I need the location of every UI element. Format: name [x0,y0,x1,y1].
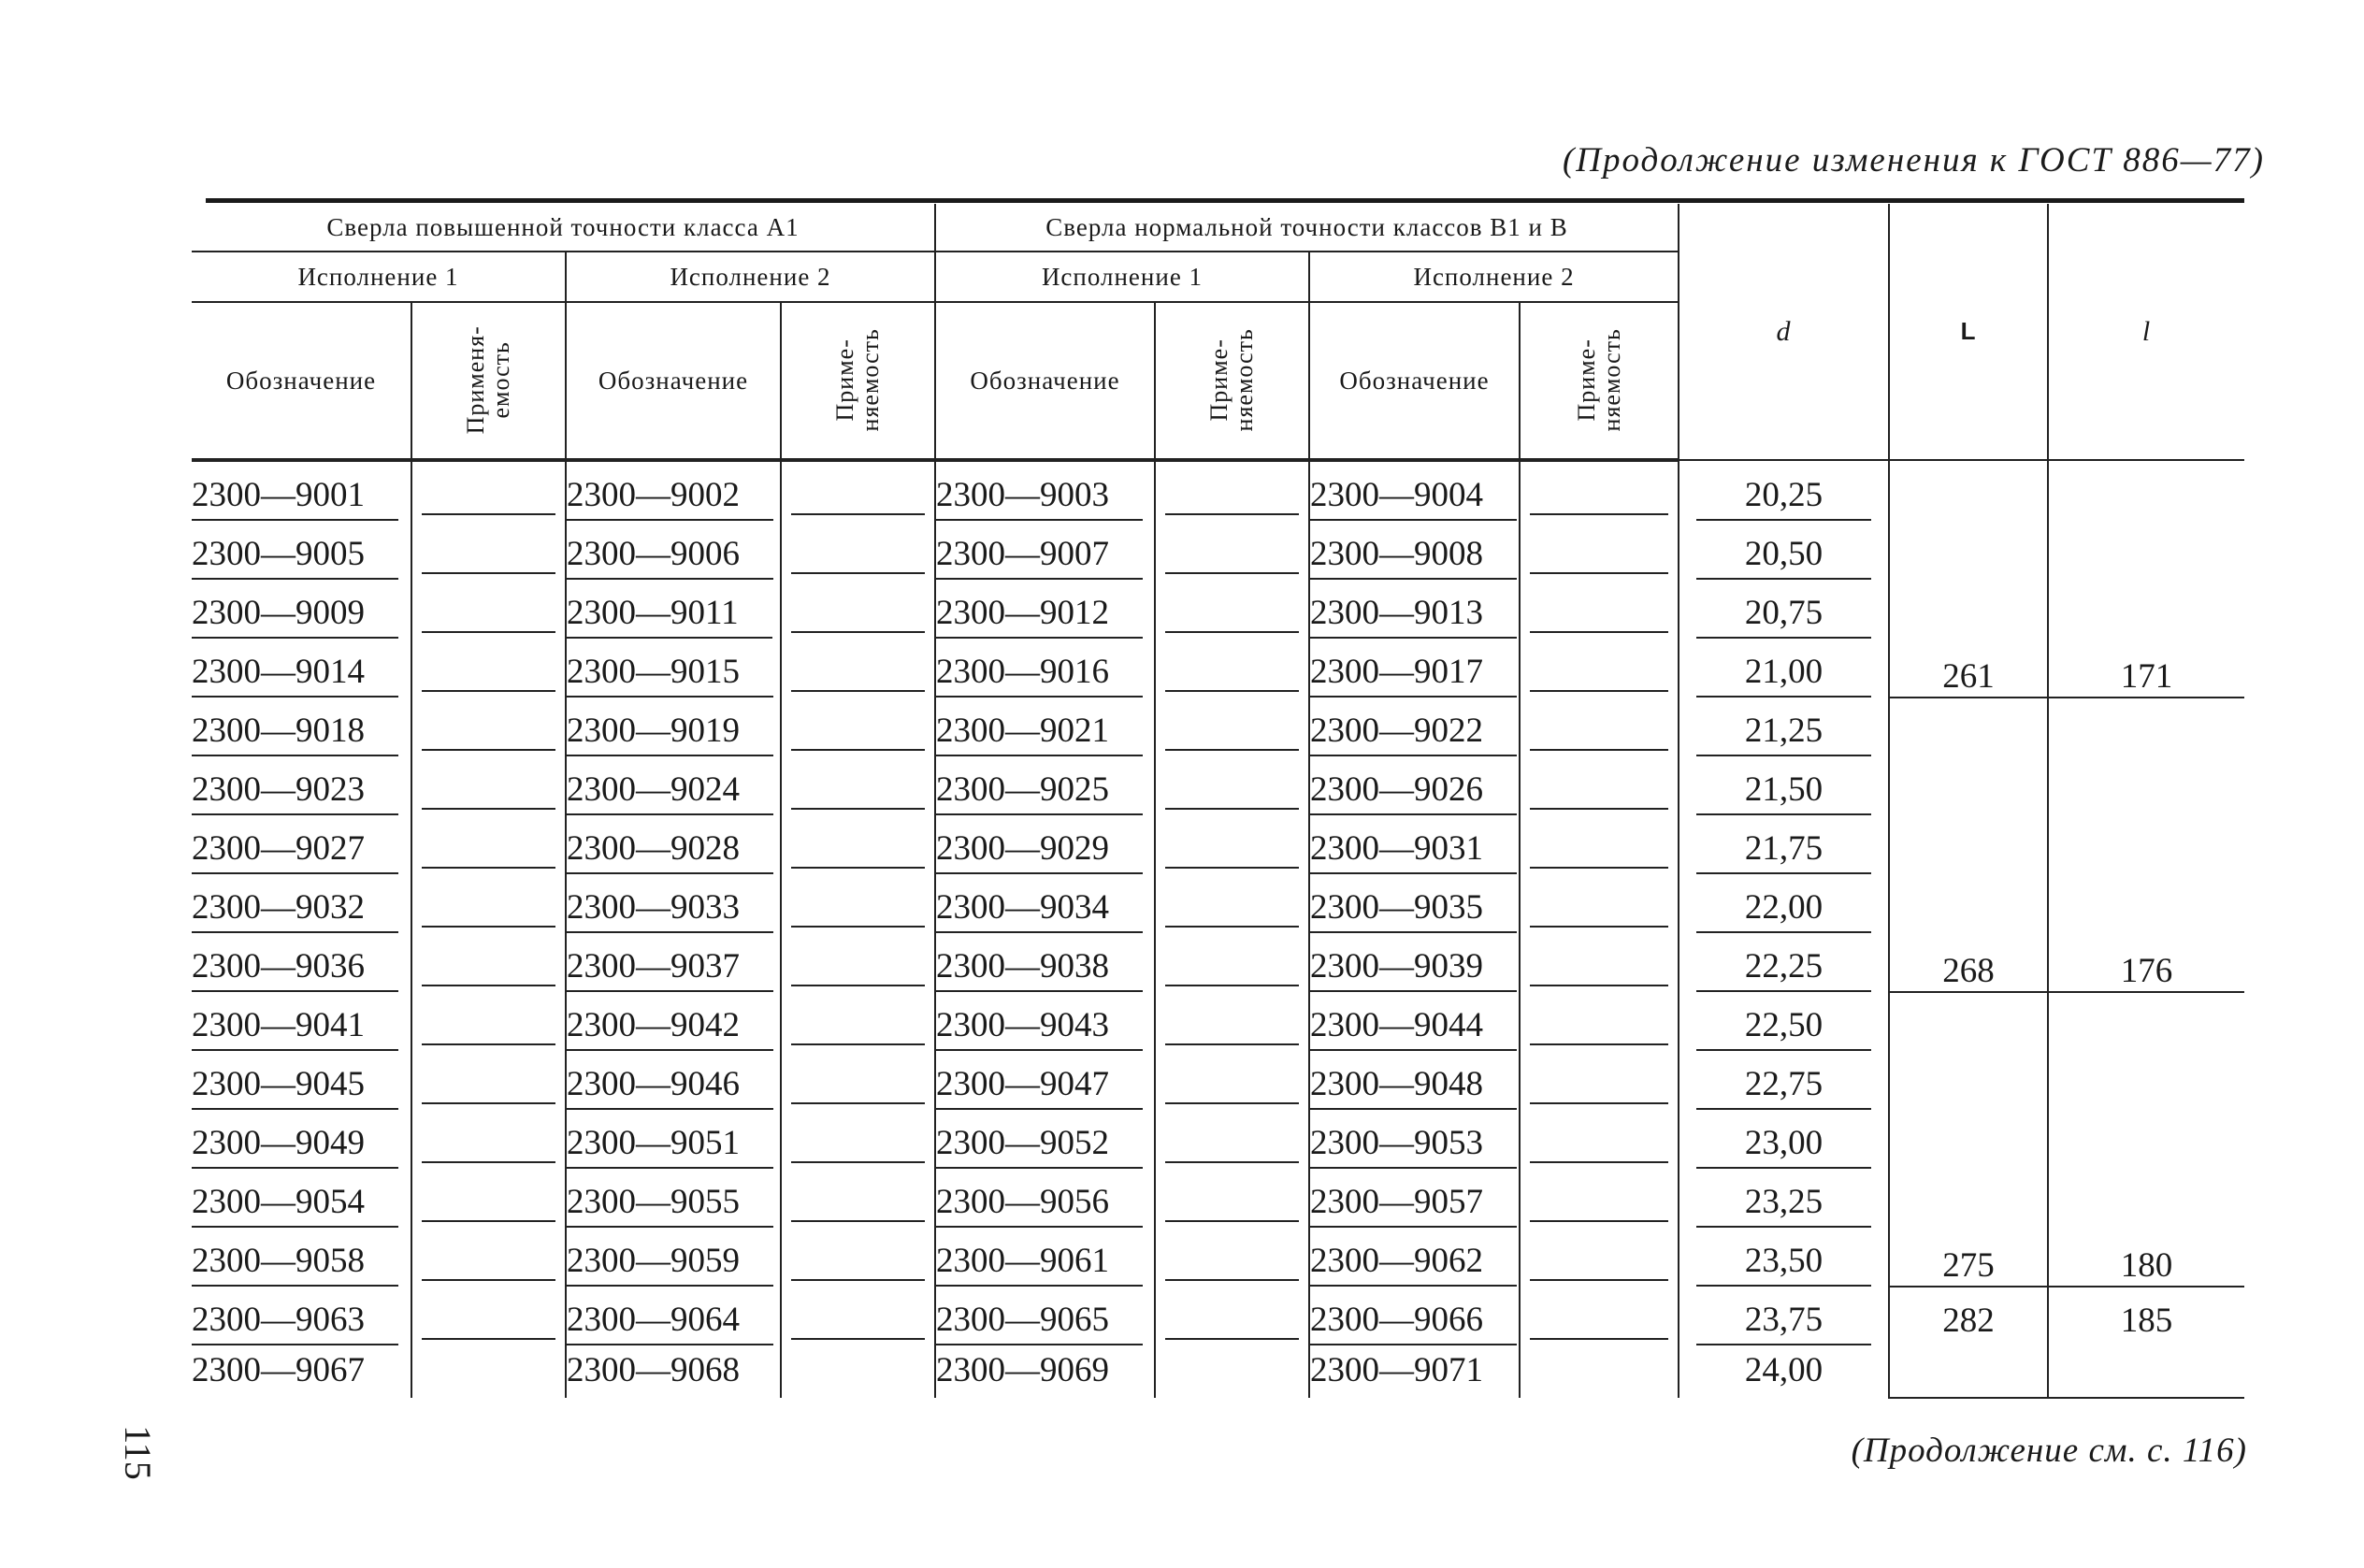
a1-applicability [411,639,566,698]
a1-applicability [411,1228,566,1287]
b2-designation: 2300—9062 [1309,1228,1520,1287]
table-row [192,1287,2244,1345]
col-l-header: l [2048,204,2244,460]
a2-applicability [781,874,935,933]
b1-applicability [1155,1051,1309,1110]
b1-designation: 2300—9003 [935,460,1155,521]
a1-designation: 2300—9032 [192,874,411,933]
b1-designation: 2300—9061 [935,1228,1155,1287]
a2-designation: 2300—9046 [566,1051,781,1110]
a2-designation: 2300—9019 [566,698,781,756]
table-row [192,698,2244,756]
a2-applicability [781,521,935,580]
b1-applicability [1155,756,1309,815]
a2-designation: 2300—9055 [566,1169,781,1228]
a2-applicability [781,1287,935,1345]
a2-designation: 2300—9011 [566,580,781,639]
page-header-continuation: (Продолжение изменения к ГОСТ 886—77) [1562,141,2265,180]
a1-applicability [411,1169,566,1228]
a2-designation: 2300—9024 [566,756,781,815]
b2-designation: 2300—9039 [1309,933,1520,992]
b2-designation: 2300—9008 [1309,521,1520,580]
b1-designation: 2300—9069 [935,1345,1155,1398]
b1-applicability-header: Приме- няемость [1155,302,1309,460]
b2-designation: 2300—9048 [1309,1051,1520,1110]
b2-applicability [1520,756,1679,815]
a1-designation: 2300—9041 [192,992,411,1051]
a1-designation: 2300—9036 [192,933,411,992]
b2-applicability [1520,874,1679,933]
a2-applicability-header: Приме- няемость [781,302,935,460]
b1-designation: 2300—9007 [935,521,1155,580]
d-value: 24,00 [1679,1345,1889,1398]
b2-applicability [1520,698,1679,756]
col-L-header: L [1889,204,2048,460]
b2-applicability [1520,933,1679,992]
b-execution-2-header: Исполнение 2 [1309,252,1679,302]
b1-applicability [1155,580,1309,639]
b2-designation: 2300—9066 [1309,1287,1520,1345]
a1-applicability [411,1110,566,1169]
d-value: 22,50 [1679,992,1889,1051]
b1-applicability [1155,1287,1309,1345]
b1-applicability [1155,992,1309,1051]
d-value: 23,50 [1679,1228,1889,1287]
page-number: 115 [116,1425,159,1480]
b1-applicability [1155,460,1309,521]
a2-applicability [781,698,935,756]
b1-designation: 2300—9038 [935,933,1155,992]
b1-applicability [1155,874,1309,933]
L-value: 268 [1889,698,2048,992]
a1-designation: 2300—9014 [192,639,411,698]
a-execution-1-header: Исполнение 1 [192,252,566,302]
a1-designation: 2300—9058 [192,1228,411,1287]
d-value: 21,75 [1679,815,1889,874]
b1-designation: 2300—9012 [935,580,1155,639]
b1-designation: 2300—9065 [935,1287,1155,1345]
b1-designation: 2300—9016 [935,639,1155,698]
b1-designation: 2300—9025 [935,756,1155,815]
L-value: 261 [1889,460,2048,698]
a2-designation: 2300—9068 [566,1345,781,1398]
a2-designation: 2300—9042 [566,992,781,1051]
b1-applicability [1155,698,1309,756]
a2-applicability [781,1345,935,1398]
b-execution-1-header: Исполнение 1 [935,252,1309,302]
b2-applicability [1520,815,1679,874]
a1-designation: 2300—9005 [192,521,411,580]
l-value: 171 [2048,460,2244,698]
b2-applicability [1520,1110,1679,1169]
b2-applicability [1520,521,1679,580]
a2-designation-header: Обозначение [566,302,781,460]
a1-applicability [411,460,566,521]
a-execution-2-header: Исполнение 2 [566,252,935,302]
b1-designation: 2300—9029 [935,815,1155,874]
a2-applicability [781,580,935,639]
d-value: 21,25 [1679,698,1889,756]
a1-applicability [411,1345,566,1398]
b1-designation-header: Обозначение [935,302,1155,460]
a1-applicability [411,1287,566,1345]
a1-designation: 2300—9009 [192,580,411,639]
a2-designation: 2300—9059 [566,1228,781,1287]
b1-applicability [1155,815,1309,874]
a1-designation: 2300—9045 [192,1051,411,1110]
a2-designation: 2300—9015 [566,639,781,698]
b1-applicability [1155,1228,1309,1287]
b2-designation-header: Обозначение [1309,302,1520,460]
b2-designation: 2300—9013 [1309,580,1520,639]
l-value: 185 [2048,1287,2244,1398]
a1-designation: 2300—9023 [192,756,411,815]
b1-applicability [1155,1169,1309,1228]
b2-applicability [1520,1169,1679,1228]
b1-designation: 2300—9043 [935,992,1155,1051]
d-value: 23,25 [1679,1169,1889,1228]
b1-designation: 2300—9021 [935,698,1155,756]
a1-applicability [411,580,566,639]
b1-designation: 2300—9052 [935,1110,1155,1169]
b2-applicability [1520,1345,1679,1398]
a2-applicability [781,1110,935,1169]
group-a-header: Сверла повышенной точности класса А1 [192,204,935,252]
a2-applicability [781,815,935,874]
b1-designation: 2300—9047 [935,1051,1155,1110]
d-value: 23,75 [1679,1287,1889,1345]
a2-designation: 2300—9064 [566,1287,781,1345]
b2-applicability [1520,460,1679,521]
a1-designation: 2300—9018 [192,698,411,756]
d-value: 23,00 [1679,1110,1889,1169]
d-value: 22,25 [1679,933,1889,992]
a1-applicability [411,756,566,815]
b2-designation: 2300—9053 [1309,1110,1520,1169]
a1-designation: 2300—9001 [192,460,411,521]
a2-applicability [781,639,935,698]
a1-applicability [411,1051,566,1110]
a1-applicability [411,933,566,992]
a1-applicability [411,521,566,580]
d-value: 20,25 [1679,460,1889,521]
b2-designation: 2300—9004 [1309,460,1520,521]
b2-applicability [1520,1228,1679,1287]
b2-designation: 2300—9031 [1309,815,1520,874]
a1-applicability [411,815,566,874]
table-row [192,992,2244,1051]
d-value: 22,75 [1679,1051,1889,1110]
a1-designation-header: Обозначение [192,302,411,460]
b1-applicability [1155,521,1309,580]
a2-designation: 2300—9037 [566,933,781,992]
b1-designation: 2300—9034 [935,874,1155,933]
a1-designation: 2300—9049 [192,1110,411,1169]
table-row [192,460,2244,521]
d-value: 22,00 [1679,874,1889,933]
a1-applicability [411,698,566,756]
a2-designation: 2300—9033 [566,874,781,933]
b2-designation: 2300—9071 [1309,1345,1520,1398]
a1-designation: 2300—9027 [192,815,411,874]
page-footer-continuation: (Продолжение см. с. 116) [1851,1431,2247,1470]
b2-applicability [1520,580,1679,639]
b2-applicability [1520,1051,1679,1110]
d-value: 20,75 [1679,580,1889,639]
b1-applicability [1155,1110,1309,1169]
l-value: 176 [2048,698,2244,992]
a2-applicability [781,992,935,1051]
d-value: 20,50 [1679,521,1889,580]
a2-designation: 2300—9051 [566,1110,781,1169]
a1-designation: 2300—9067 [192,1350,365,1389]
b1-applicability [1155,639,1309,698]
d-value: 21,50 [1679,756,1889,815]
b2-applicability [1520,992,1679,1051]
a2-applicability [781,933,935,992]
group-b-header: Сверла нормальной точности классов В1 и В [935,204,1679,252]
b1-applicability [1155,1345,1309,1398]
a2-applicability [781,1051,935,1110]
a1-applicability-header: Применя- емость [411,302,566,460]
l-value: 180 [2048,992,2244,1287]
b2-designation: 2300—9022 [1309,698,1520,756]
top-rule [206,198,2244,203]
a1-designation: 2300—9054 [192,1169,411,1228]
d-value: 21,00 [1679,639,1889,698]
a2-applicability [781,460,935,521]
a2-applicability [781,1169,935,1228]
a1-applicability [411,874,566,933]
b2-designation: 2300—9057 [1309,1169,1520,1228]
b2-applicability [1520,1287,1679,1345]
b2-designation: 2300—9017 [1309,639,1520,698]
a2-designation: 2300—9006 [566,521,781,580]
b2-applicability [1520,639,1679,698]
a2-applicability [781,1228,935,1287]
b2-designation: 2300—9035 [1309,874,1520,933]
b2-designation: 2300—9026 [1309,756,1520,815]
b2-applicability-header: Приме- няемость [1520,302,1679,460]
b1-applicability [1155,933,1309,992]
b2-designation: 2300—9044 [1309,992,1520,1051]
L-value: 275 [1889,992,2048,1287]
col-d-header: d [1679,204,1889,460]
b1-designation: 2300—9056 [935,1169,1155,1228]
drill-designation-table [192,204,2244,1399]
a1-designation: 2300—9063 [192,1287,411,1345]
a1-applicability [411,992,566,1051]
a2-designation: 2300—9002 [566,460,781,521]
a2-applicability [781,756,935,815]
a2-designation: 2300—9028 [566,815,781,874]
L-value: 282 [1889,1287,2048,1398]
